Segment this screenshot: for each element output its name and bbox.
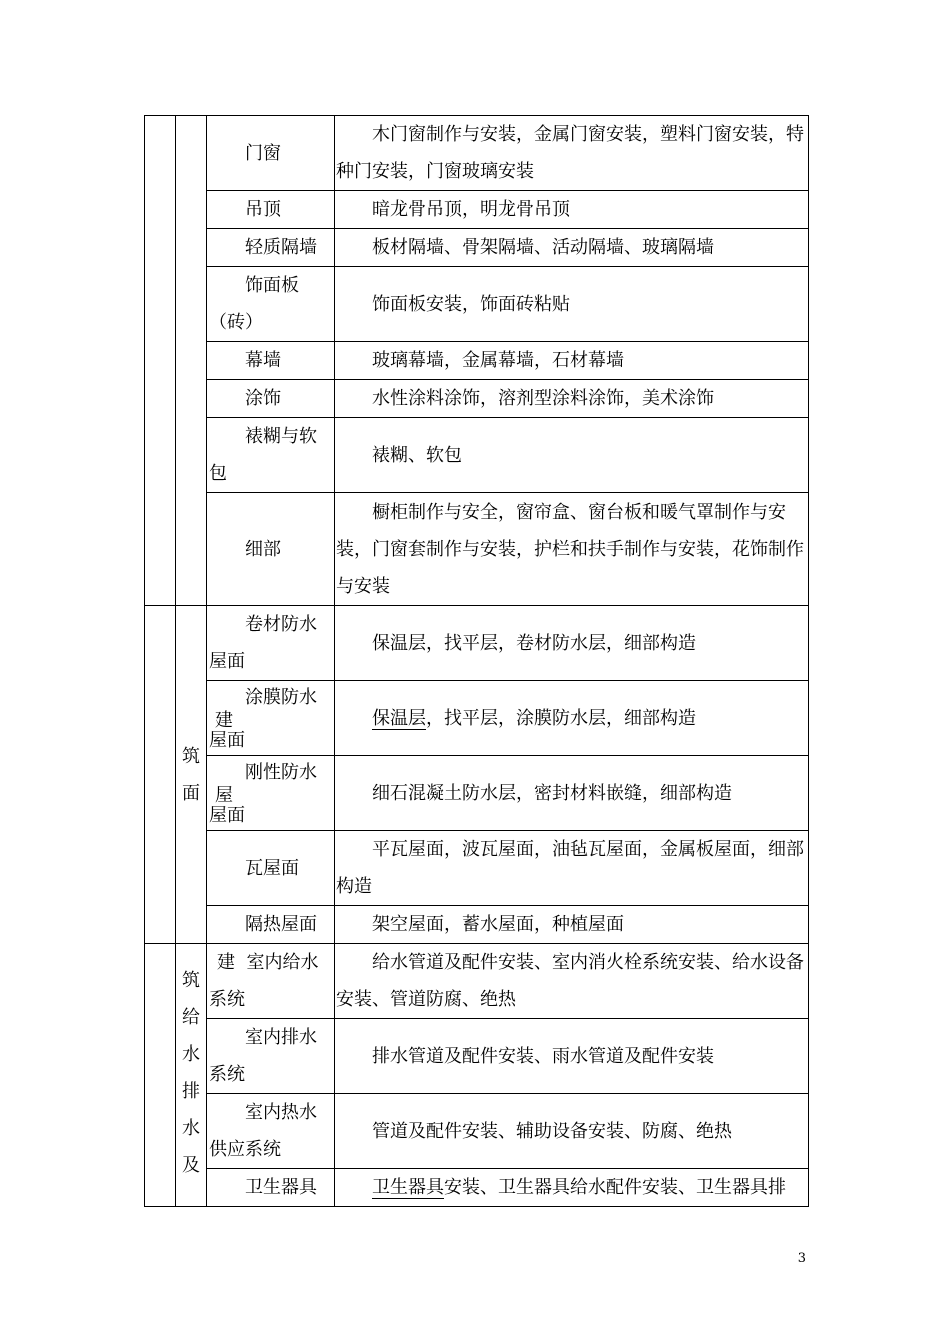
subcategory-char: 筑	[182, 970, 200, 991]
item-description: 保温层，找平层，卷材防水层，细部构造	[335, 606, 809, 681]
item-description: 板材隔墙、骨架隔墙、活动隔墙、玻璃隔墙	[335, 229, 809, 267]
category-cell	[145, 606, 176, 944]
item-description: 橱柜制作与安全，窗帘盒、窗台板和暖气罩制作与安装，门窗套制作与安装，护栏和扶手制作与安装，花饰制作与安装	[335, 493, 809, 606]
subcategory-char: 及	[182, 1155, 200, 1176]
subcategory-char: 排	[182, 1081, 200, 1102]
subcategory-char: 水	[182, 1118, 200, 1139]
item-name-line	[209, 944, 332, 981]
item-description: 细石混凝土防水层，密封材料嵌缝，细部构造	[335, 756, 809, 831]
item-description: 平瓦屋面，波瓦屋面，油毡瓦屋面，金属板屋面，细部构造	[335, 831, 809, 906]
description-text: ，找平层，涂膜防水层，细部构造	[426, 707, 696, 729]
item-description: 暗龙骨吊顶，明龙骨吊顶	[335, 191, 809, 229]
item-name: 隔热屋面	[207, 906, 335, 944]
table-row	[145, 681, 809, 756]
item-description: 饰面板安装，饰面砖粘贴	[335, 267, 809, 342]
item-name	[207, 944, 335, 1019]
table-row	[145, 756, 809, 831]
item-description: 管道及配件安装、辅助设备安装、防腐、绝热	[335, 1094, 809, 1169]
item-name: 裱糊与软包	[207, 418, 335, 493]
table-row	[145, 191, 809, 229]
item-description: 架空屋面，蓄水屋面，种植屋面	[335, 906, 809, 944]
overflow-char: 建	[215, 710, 233, 731]
item-name: 幕墙	[207, 342, 335, 380]
subcategory-char: 面	[182, 782, 200, 804]
item-description: 裱糊、软包	[335, 418, 809, 493]
table-row	[145, 1169, 809, 1207]
item-description: 排水管道及配件安装、雨水管道及配件安装	[335, 1019, 809, 1094]
table-row	[145, 418, 809, 493]
subcategory-char: 水	[182, 1044, 200, 1065]
item-name-line: 屋面	[209, 805, 245, 826]
item-name: 饰面板（砖）	[207, 267, 335, 342]
table-row	[145, 229, 809, 267]
overflow-char: 建	[217, 952, 235, 973]
underlined-text: 保温层	[372, 707, 426, 729]
table-row	[145, 1019, 809, 1094]
table-row	[145, 267, 809, 342]
table-row	[145, 944, 809, 1019]
item-name-text: 室内给水	[246, 952, 319, 973]
item-name-line: 刚性防水	[245, 762, 317, 783]
item-description: 木门窗制作与安装，金属门窗安装，塑料门窗安装，特种门安装，门窗玻璃安装	[335, 116, 809, 191]
item-name: 室内排水系统	[207, 1019, 335, 1094]
table-row	[145, 342, 809, 380]
item-description: 给水管道及配件安装、室内消火栓系统安装、给水设备安装、管道防腐、绝热	[335, 944, 809, 1019]
subcategory-cell	[176, 606, 207, 944]
table-row	[145, 906, 809, 944]
table-row	[145, 116, 809, 191]
item-name: 吊顶	[207, 191, 335, 229]
table-row	[145, 380, 809, 418]
category-cell	[145, 944, 176, 1207]
item-description	[335, 1169, 809, 1207]
items-table	[144, 115, 809, 1207]
table-row	[145, 606, 809, 681]
item-name: 细部	[207, 493, 335, 606]
item-name: 卷材防水屋面	[207, 606, 335, 681]
item-description: 水性涂料涂饰，溶剂型涂料涂饰，美术涂饰	[335, 380, 809, 418]
table-row	[145, 831, 809, 906]
item-name	[207, 681, 335, 756]
item-name-line: 屋面	[209, 730, 245, 751]
description-text: 安装、卫生器具给水配件安装、卫生器具排	[444, 1177, 786, 1198]
item-name: 室内热水供应系统	[207, 1094, 335, 1169]
item-name: 轻质隔墙	[207, 229, 335, 267]
subcategory-cell	[176, 944, 207, 1207]
overflow-char: 屋	[215, 785, 233, 806]
category-cell	[145, 116, 176, 606]
item-name: 涂饰	[207, 380, 335, 418]
underlined-text: 卫生器具	[372, 1177, 444, 1198]
subcategory-char: 筑	[182, 745, 200, 767]
table-row	[145, 1094, 809, 1169]
page-number: 3	[797, 1251, 806, 1266]
item-name: 卫生器具	[207, 1169, 335, 1207]
item-description	[335, 681, 809, 756]
item-name-line: 系统	[209, 989, 245, 1010]
item-name: 门窗	[207, 116, 335, 191]
item-name	[207, 756, 335, 831]
subcategory-cell	[176, 116, 207, 606]
item-name-line: 涂膜防水	[245, 687, 317, 708]
table-row	[145, 493, 809, 606]
item-name: 瓦屋面	[207, 831, 335, 906]
subcategory-char: 给	[182, 1007, 200, 1028]
item-description: 玻璃幕墙，金属幕墙，石材幕墙	[335, 342, 809, 380]
